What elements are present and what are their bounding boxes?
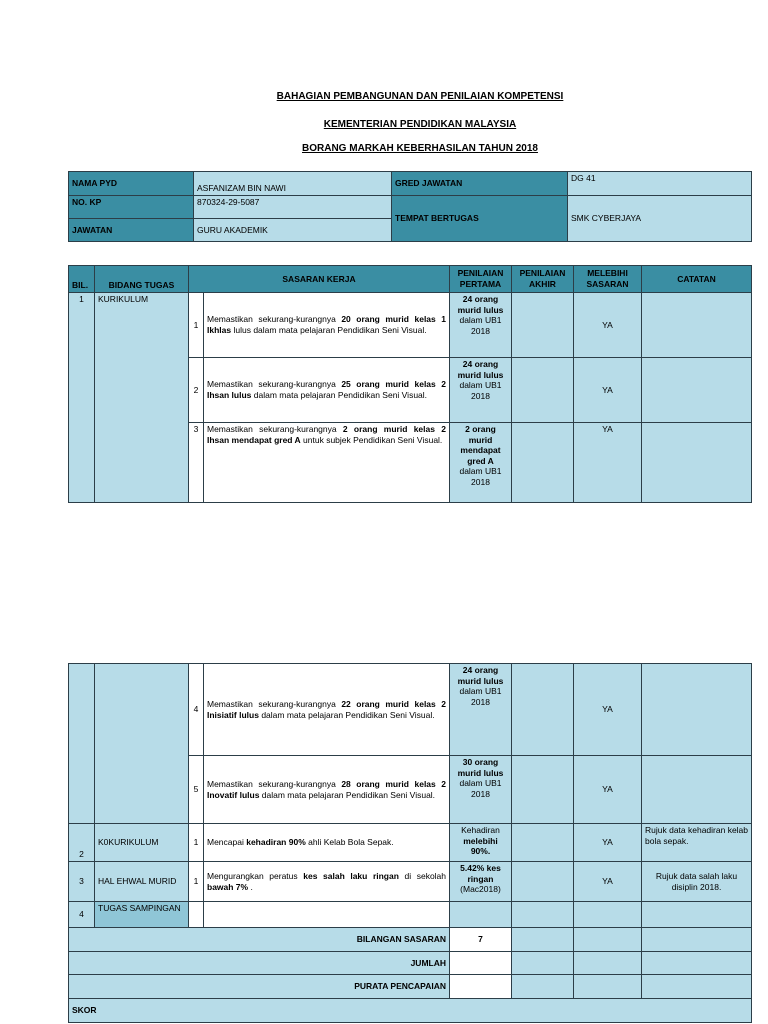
penilaian-akhir (512, 423, 574, 503)
tempat-label: TEMPAT BERTUGAS (392, 196, 568, 242)
summary-cell (574, 952, 642, 975)
penilaian-pertama: Kehadiran melebihi 90%. (450, 824, 512, 862)
summary-cell (574, 928, 642, 952)
nokp-label: NO. KP (69, 196, 194, 219)
hem-bidang: HAL EHWAL MURID (95, 862, 189, 902)
skor-label: SKOR (69, 999, 752, 1023)
tempat-value: SMK CYBERJAYA (568, 196, 752, 242)
hem-bil: 3 (69, 862, 95, 902)
target-number: 1 (189, 862, 204, 902)
summary-cell (642, 975, 752, 999)
target-number: 4 (189, 664, 204, 756)
nokp-value: 870324-29-5087 (194, 196, 392, 219)
penilaian-pertama (450, 902, 512, 928)
penilaian-pertama: 24 orang murid lulus dalam UB1 2018 (450, 664, 512, 756)
target-text: Mencapai kehadiran 90% ahli Kelab Bola Sepak. (204, 824, 450, 862)
kokurikulum-bidang: K0KURIKULUM (95, 824, 189, 862)
sampingan-bil: 4 (69, 902, 95, 928)
target-text: Memastikan sekurang-kurangnya 2 orang murid kelas 2 Ihsan mendapat gred A untuk subjek Pendidikan Seni Visual. (204, 423, 450, 503)
bilangan-sasaran-value: 7 (450, 928, 512, 952)
catatan-value (642, 756, 752, 824)
catatan-value (642, 664, 752, 756)
penilaian-akhir (512, 756, 574, 824)
summary-cell (574, 975, 642, 999)
catatan-value (642, 293, 752, 358)
jawatan-value: GURU AKADEMIK (194, 219, 392, 242)
melebihi-value: YA (574, 862, 642, 902)
catatan-value: Rujuk data salah laku disiplin 2018. (642, 862, 752, 902)
target-number: 1 (189, 824, 204, 862)
melebihi-value: YA (574, 293, 642, 358)
penilaian-pertama: 2 orang murid mendapat gred A dalam UB1 2018 (450, 423, 512, 503)
target-text: Memastikan sekurang-kurangnya 28 orang murid kelas 2 Inovatif lulus dalam mata pelajaran Pendidikan Seni Visual. (204, 756, 450, 824)
kurikulum-bidang-cont (95, 664, 189, 824)
penilaian-akhir (512, 902, 574, 928)
target-number: 1 (189, 293, 204, 358)
target-text: Memastikan sekurang-kurangnya 20 orang murid kelas 1 Ikhlas lulus dalam mata pelajaran Pendidikan Seni Visual. (204, 293, 450, 358)
summary-cell (512, 928, 574, 952)
penilaian-akhir (512, 824, 574, 862)
purata-value (450, 975, 512, 999)
catatan-value: Rujuk data kehadiran kelab bola sepak. (642, 824, 752, 862)
target-number: 3 (189, 423, 204, 503)
target-table-page2 (68, 663, 752, 1023)
target-number: 2 (189, 358, 204, 423)
penilaian-pertama: 24 orang murid lulus dalam UB1 2018 (450, 358, 512, 423)
jumlah-value (450, 952, 512, 975)
target-table-page1 (68, 265, 752, 503)
summary-cell (512, 952, 574, 975)
melebihi-value (574, 902, 642, 928)
sampingan-bidang: TUGAS SAMPINGAN (95, 902, 189, 928)
kurikulum-bil: 1 (69, 293, 95, 503)
header-form-title: BORANG MARKAH KEBERHASILAN TAHUN 2018 (302, 143, 538, 154)
jawatan-label: JAWATAN (69, 219, 194, 242)
penilaian-pertama: 5.42% kes ringan (Mac2018) (450, 862, 512, 902)
penilaian-pertama: 30 orang murid lulus dalam UB1 2018 (450, 756, 512, 824)
penilaian-akhir (512, 293, 574, 358)
gred-label: GRED JAWATAN (392, 172, 568, 196)
summary-cell (642, 952, 752, 975)
melebihi-value: YA (574, 756, 642, 824)
target-text: Memastikan sekurang-kurangnya 22 orang murid kelas 2 Inisiatif lulus dalam mata pelajaran Pendidikan Seni Visual. (204, 664, 450, 756)
melebihi-value: YA (574, 423, 642, 503)
penilaian-pertama: 24 orang murid lulus dalam UB1 2018 (450, 293, 512, 358)
purata-label: PURATA PENCAPAIAN (69, 975, 450, 999)
bilangan-sasaran-label: BILANGAN SASARAN (69, 928, 450, 952)
col-bidang: BIDANG TUGAS (95, 266, 189, 293)
kurikulum-bil-cont (69, 664, 95, 824)
summary-cell (642, 928, 752, 952)
target-text: Memastikan sekurang-kurangnya 25 orang murid kelas 2 Ihsan lulus dalam mata pelajaran Pendidikan Seni Visual. (204, 358, 450, 423)
kurikulum-bidang: KURIKULUM (95, 293, 189, 503)
header-ministry: KEMENTERIAN PENDIDIKAN MALAYSIA (323, 119, 517, 130)
melebihi-value: YA (574, 824, 642, 862)
summary-cell (512, 975, 574, 999)
info-table (68, 171, 752, 242)
col-catatan: CATATAN (642, 266, 752, 293)
col-akhir: PENILAIAN AKHIR (512, 266, 574, 293)
penilaian-akhir (512, 862, 574, 902)
nama-value: ASFANIZAM BIN NAWI (194, 172, 392, 196)
gred-value: DG 41 (568, 172, 752, 196)
col-melebihi: MELEBIHI SASARAN (574, 266, 642, 293)
penilaian-akhir (512, 664, 574, 756)
target-text (204, 902, 450, 928)
melebihi-value: YA (574, 358, 642, 423)
catatan-value (642, 423, 752, 503)
target-number (189, 902, 204, 928)
col-bil: BIL. (69, 266, 95, 293)
header-department: BAHAGIAN PEMBANGUNAN DAN PENILAIAN KOMPETENSI (276, 91, 564, 102)
jumlah-label: JUMLAH (69, 952, 450, 975)
col-sasaran: SASARAN KERJA (189, 266, 450, 293)
catatan-value (642, 902, 752, 928)
catatan-value (642, 358, 752, 423)
col-pertama: PENILAIAN PERTAMA (450, 266, 512, 293)
kokurikulum-bil: 2 (69, 824, 95, 862)
target-number: 5 (189, 756, 204, 824)
nama-label: NAMA PYD (69, 172, 194, 196)
melebihi-value: YA (574, 664, 642, 756)
penilaian-akhir (512, 358, 574, 423)
target-text: Mengurangkan peratus kes salah laku ringan di sekolah bawah 7% . (204, 862, 450, 902)
